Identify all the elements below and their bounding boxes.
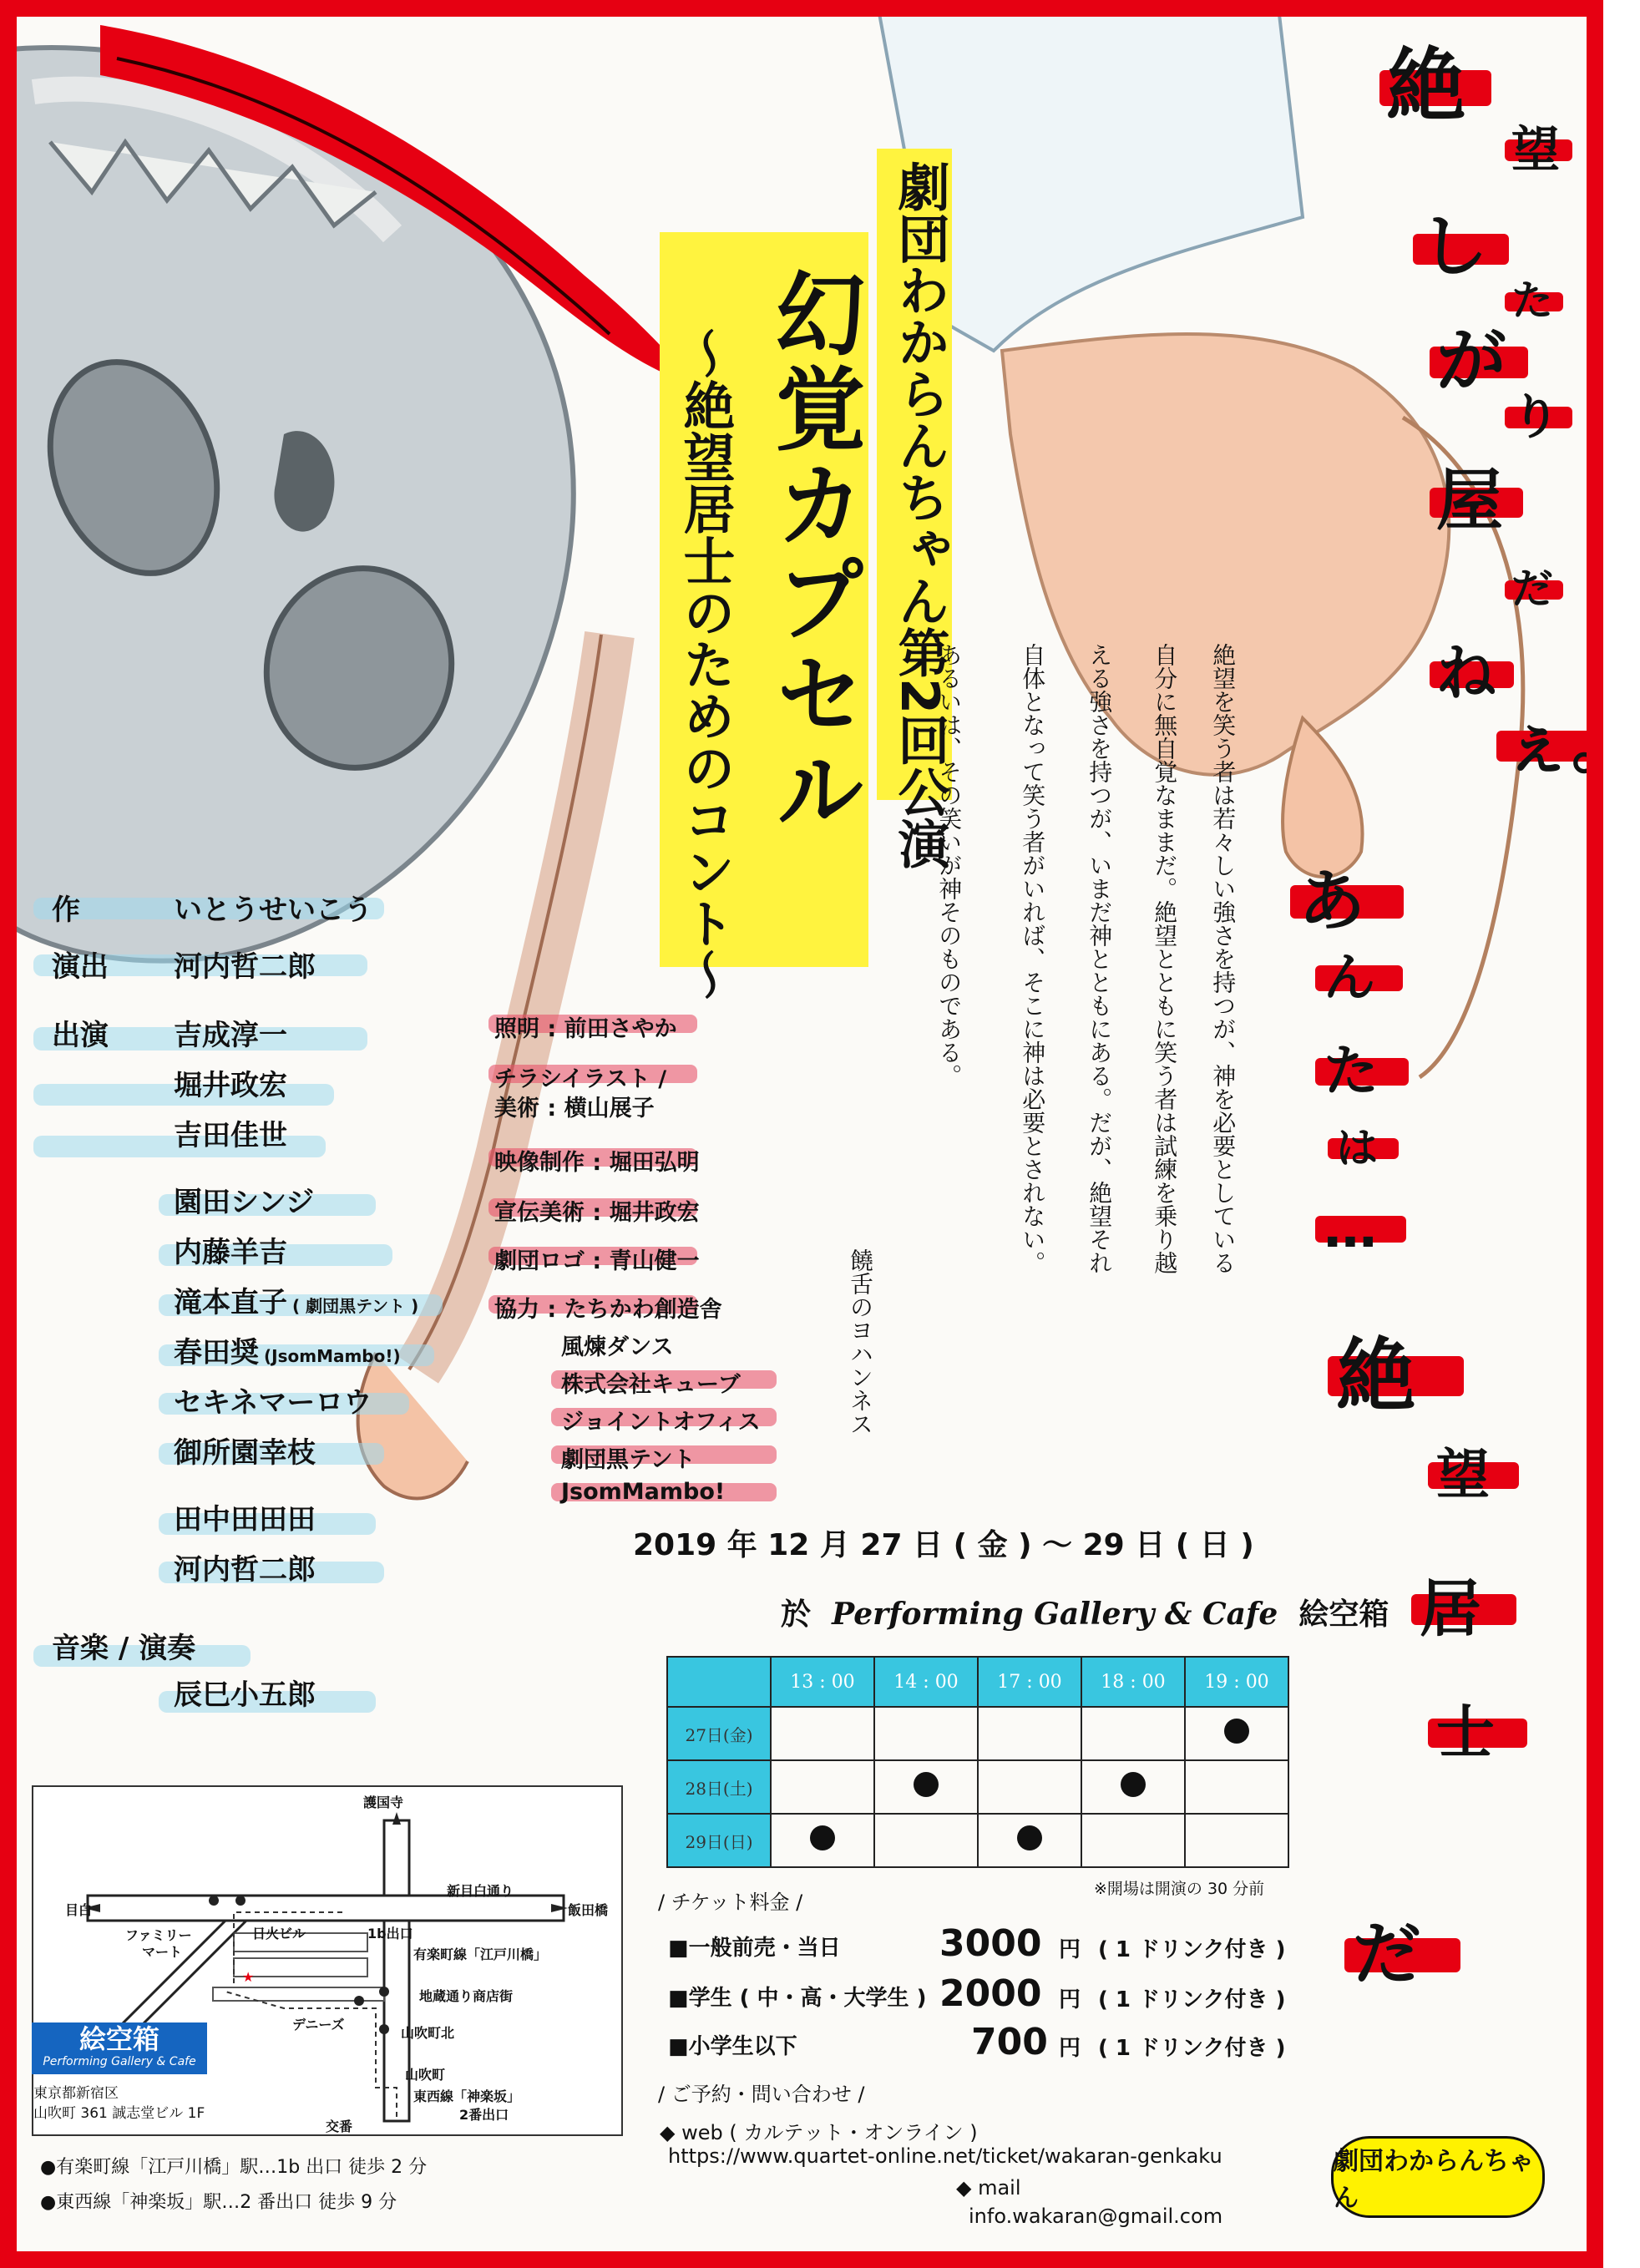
map-nikka-bldg: 日火ビル: [252, 1926, 306, 1941]
dates-text: 2019 年 12 月 27 日 ( 金 ) ～ 29 日 ( 日 ): [633, 1528, 1254, 1562]
cast-member: [174, 1179, 314, 1220]
schedule-time: 14 : 00: [874, 1657, 978, 1707]
staff-credit: ジョイントオフィス: [561, 1410, 761, 1435]
staff-credit: JsomMambo!: [561, 1479, 726, 1505]
access-1: ●有楽町線「江戸川橋」駅…1b 出口 徒歩 2 分: [40, 2157, 428, 2178]
quote-line: 自分に無自覚なままだ。絶望とともに笑う者は試練を乗り越: [1151, 643, 1179, 1274]
slogan-char: 望: [1436, 1445, 1490, 1506]
cast-member: [174, 1430, 316, 1471]
cast-member: [174, 1112, 287, 1153]
slogan-char: …: [1324, 1198, 1377, 1260]
staff-credit: 株式会社キューブ: [561, 1372, 741, 1398]
schedule-cell: [1081, 1760, 1185, 1814]
tickets-header: / チケット料金 /: [658, 1891, 803, 1914]
map-family: ファミリー: [125, 1927, 192, 1943]
access-2: ●東西線「神楽坂」駅…2 番出口 徒歩 9 分: [40, 2192, 397, 2213]
schedule-cell: [1081, 1707, 1185, 1760]
cast-member: [174, 1547, 316, 1587]
staff-credit: 美術 : 横山展子: [494, 1096, 655, 1121]
schedule-cell: [1185, 1707, 1288, 1760]
schedule-time: 18 : 00: [1081, 1657, 1185, 1707]
map-mart: マート: [142, 1944, 183, 1960]
schedule-cell: [1185, 1760, 1288, 1814]
ticket-price: 2000: [939, 1972, 1042, 2015]
schedule-cell: [1185, 1814, 1288, 1867]
venue-line: [781, 1591, 1389, 1633]
ticket-label: ■学生 ( 中・高・大学生 ): [668, 1986, 927, 2011]
troupe-logo: [1331, 2136, 1545, 2218]
cast-member: [174, 1279, 418, 1320]
schedule-cell: [874, 1760, 978, 1814]
cast-name: 田中田田田: [174, 1503, 316, 1536]
quote-line: 自体となって笑う者がいれば、そこに神は必要とされない。: [1019, 643, 1047, 1274]
music-label: 音楽 / 演奏: [52, 1632, 196, 1665]
cast-label: 出演: [52, 1019, 109, 1052]
cast-member: [174, 1229, 287, 1270]
map-tozai-line: 東西線「神楽坂」: [413, 2088, 521, 2104]
cast-name: 御所園幸枝: [174, 1436, 316, 1470]
show-dot: [914, 1772, 939, 1797]
director-label: 演出: [52, 950, 109, 984]
map-mejiro-dori: 新目白通り: [447, 1883, 514, 1899]
show-dot: [1121, 1772, 1146, 1797]
ticket-unit: 円: [1059, 1937, 1081, 1962]
cast-name: 吉成淳一: [174, 1019, 287, 1052]
map-jizo-dori: 地蔵通り商店街: [419, 1988, 514, 2004]
play-subtitle: ～絶望居士のためのコント～: [675, 327, 736, 1000]
schedule-cell: [978, 1760, 1081, 1814]
slogan-char: り: [1511, 388, 1561, 445]
ticket-price: 3000: [939, 1922, 1042, 1965]
schedule-row: [667, 1707, 1288, 1760]
cast-name: 園田シンジ: [174, 1186, 315, 1219]
director-name: 河内哲二郎: [174, 950, 316, 984]
ticket-unit: 円: [1059, 1987, 1081, 2012]
staff-credit: 照明 : 前田さやか: [494, 1016, 677, 1042]
staff-credit: チラシイラスト /: [494, 1066, 667, 1092]
show-dot: [1224, 1719, 1249, 1744]
slogan-char: ん: [1324, 947, 1376, 1008]
slogan-char: 絶: [1386, 39, 1466, 133]
staff-credit: 風煉ダンス: [561, 1334, 674, 1360]
slogan-char: あ: [1298, 863, 1365, 940]
venue-name-en: Performing Gallery & Cafe: [832, 1597, 1278, 1632]
cast-member: [174, 1496, 316, 1537]
mail-label: ◆ mail: [956, 2176, 1021, 2200]
staff-credit: 劇団ロゴ : 青山健一: [494, 1248, 700, 1274]
schedule-header-row: [667, 1657, 1288, 1707]
cast-name: 河内哲二郎: [174, 1553, 316, 1587]
schedule-day: 29日(日): [667, 1814, 771, 1867]
schedule-time: 13 : 00: [771, 1657, 874, 1707]
schedule-cell: [1081, 1814, 1185, 1867]
staff-credit: 協力 : たちかわ創造舎: [494, 1297, 722, 1323]
show-dot: [810, 1825, 835, 1850]
quote-line: あるいは、その笑いが神そのものである。: [935, 643, 964, 1087]
cast-member: [174, 1329, 401, 1370]
quote-attribution: 饒舌のヨハンネス: [847, 1248, 874, 1435]
schedule-cell: [771, 1707, 874, 1760]
slogan-char: 士: [1436, 1698, 1495, 1767]
slogan-char: は: [1336, 1124, 1378, 1172]
troupe-logo-text: 劇団わからんちゃん: [1334, 2147, 1534, 2213]
access-map: [32, 1785, 623, 2136]
ticket-note: ( 1 ドリンク付き ): [1098, 1937, 1286, 1962]
map-address-2: 山吹町 361 誠志堂ビル 1F: [33, 2105, 205, 2122]
slogan-char: 屋: [1436, 462, 1503, 539]
slogan-char: 居: [1420, 1573, 1481, 1645]
author-name: いとうせいこう: [174, 894, 372, 927]
ticket-price: 700: [971, 2021, 1048, 2063]
slogan-char: だ: [1353, 1915, 1422, 1994]
slogan-char: だ: [1511, 564, 1553, 613]
cast-member: [174, 1012, 287, 1053]
slogan-char: 望: [1511, 121, 1561, 178]
play-title: 幻覚カプセル: [760, 267, 864, 838]
contact-email[interactable]: info.wakaran@gmail.com: [969, 2205, 1223, 2228]
staff-credit: 映像制作 : 堀田弘明: [494, 1150, 700, 1176]
cast-name: 春田奨: [174, 1336, 259, 1369]
map-exit-1b: 1b出口: [367, 1926, 413, 1941]
schedule-cell: [978, 1707, 1081, 1760]
schedule-cell: [771, 1760, 874, 1814]
author-label: 作: [52, 894, 80, 927]
schedule-day: 27日(金): [667, 1707, 771, 1760]
ticket-label: ■一般前売・当日: [668, 1936, 841, 1961]
cast-note: ( 劇団黒テント ): [292, 1296, 419, 1316]
schedule-cell: [978, 1814, 1081, 1867]
booking-url[interactable]: https://www.quartet-online.net/ticket/wakaran-genkaku: [668, 2144, 1222, 2168]
cast-name: 滝本直子: [174, 1286, 287, 1319]
schedule-cell: [874, 1707, 978, 1760]
slogan-char: ぇ。: [1503, 704, 1640, 783]
staff-credit: 劇団黒テント: [561, 1447, 696, 1473]
ticket-note: ( 1 ドリンク付き ): [1098, 2036, 1286, 2061]
web-label: ◆ web ( カルテット・オンライン ): [660, 2121, 978, 2144]
schedule-day: 28日(土): [667, 1760, 771, 1814]
map-address-1: 東京都新宿区: [33, 2085, 119, 2102]
schedule-row: [667, 1760, 1288, 1814]
quote-line: 絶望を笑う者は若々しい強さを持つが、神を必要としている: [1209, 643, 1238, 1274]
venue-logo: [32, 2022, 207, 2074]
schedule-time: 19 : 00: [1185, 1657, 1288, 1707]
ticket-label: ■小学生以下: [668, 2034, 797, 2059]
venue-logo-en: Performing Gallery & Cafe: [43, 2055, 196, 2068]
ticket-unit: 円: [1059, 2036, 1081, 2061]
show-dot: [1017, 1825, 1042, 1850]
cast-name: 堀井政宏: [174, 1069, 287, 1102]
schedule-cell: [771, 1814, 874, 1867]
cast-name: 内藤羊吉: [174, 1236, 287, 1269]
map-yamabuki-kita: 山吹町北: [401, 2025, 455, 2041]
slogan-char: し: [1420, 207, 1489, 286]
schedule-corner: [667, 1657, 771, 1707]
map-koban: 交番: [326, 2119, 353, 2134]
troupe-title: 劇団わからんちゃん第2回公演: [889, 160, 950, 870]
slogan-char: 絶: [1336, 1329, 1416, 1423]
staff-credit: 宣伝美術 : 堀井政宏: [494, 1200, 700, 1226]
venue-name-ja: 絵空箱: [1298, 1597, 1389, 1632]
schedule-cell: [874, 1814, 978, 1867]
slogan-char: ね: [1436, 638, 1497, 708]
ticket-note: ( 1 ドリンク付き ): [1098, 1987, 1286, 2012]
music-name: 辰巳小五郎: [174, 1678, 316, 1712]
schedule-time: 17 : 00: [978, 1657, 1081, 1707]
cast-member: [174, 1062, 287, 1103]
venue-logo-ja: 絵空箱: [78, 2023, 159, 2055]
slogan-char: が: [1436, 320, 1507, 402]
slogan-char: た: [1324, 1039, 1379, 1103]
schedule-table: [666, 1656, 1289, 1868]
schedule-row: [667, 1814, 1288, 1867]
cast-note: (JsomMambo!): [264, 1346, 401, 1366]
map-yamabuki: 山吹町: [405, 2067, 446, 2083]
svg-text:★: ★: [242, 1969, 255, 1985]
quote-line: える強さを持つが、いまだ神とともにある。だが、絶望それ: [1086, 643, 1114, 1274]
map-mejiro: 目白: [65, 1902, 93, 1918]
venue-prefix: 於: [781, 1597, 812, 1632]
cast-name: 吉田佳世: [174, 1119, 287, 1152]
map-yurakucho-line: 有楽町線「江戸川橋」: [413, 1947, 548, 1962]
map-iidabashi: 飯田橋: [568, 1902, 609, 1918]
map-gokokuji: 護国寺: [363, 1795, 404, 1810]
map-exit-2: 2番出口: [459, 2107, 509, 2123]
map-dennys: デニーズ: [292, 2017, 345, 2033]
schedule-note: ※開場は開演の 30 分前: [1094, 1880, 1265, 1898]
performance-dates: [633, 1521, 1254, 1564]
slogan-char: た: [1511, 276, 1553, 325]
cast-member: [174, 1380, 372, 1420]
cast-name: セキネマーロウ: [174, 1386, 372, 1420]
contact-header: / ご予約・問い合わせ /: [658, 2083, 865, 2106]
